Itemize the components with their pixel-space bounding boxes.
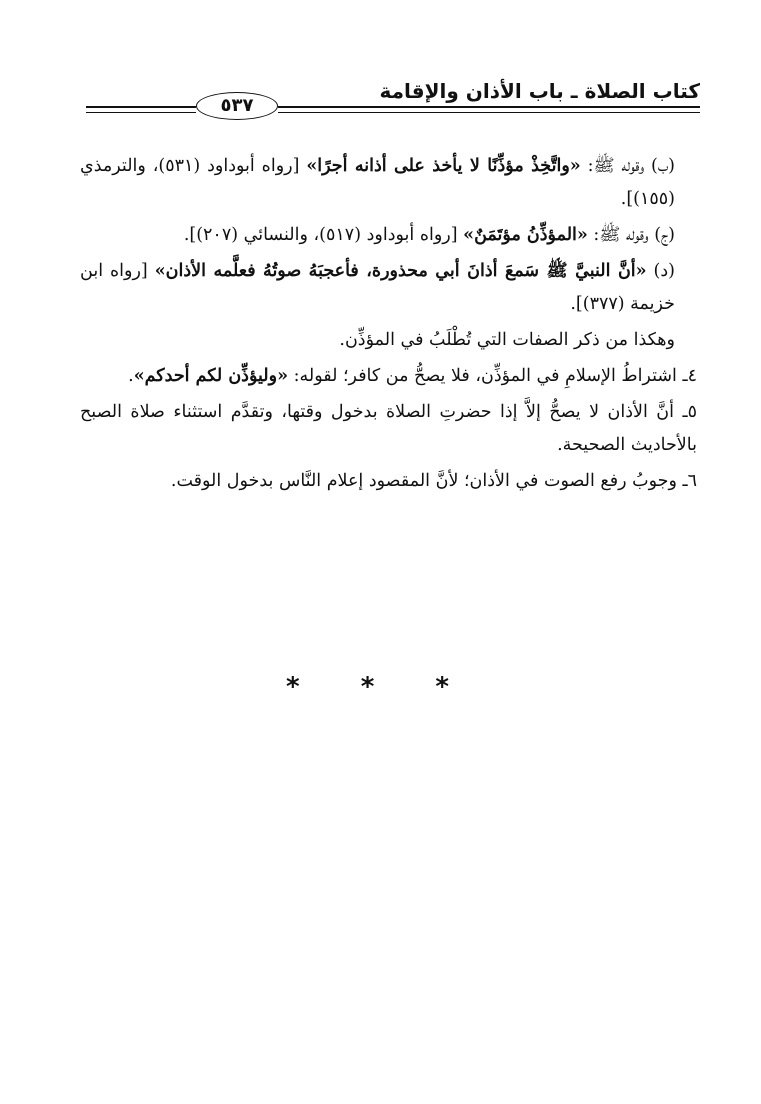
header-rule-left-top xyxy=(86,106,196,108)
paragraph-j-intro: (ج) وقوله ﷺ: xyxy=(587,225,675,245)
hadith-quote-j: «المؤذِّنُ مؤتَمَنٌ» xyxy=(463,225,588,245)
page-body xyxy=(80,150,697,501)
list-item-4-text: ٤ـ اشتراطُ الإسلامِ في المؤذِّن، فلا يصحُّ من كافر؛ لقوله: xyxy=(288,366,697,386)
page-number xyxy=(196,92,278,120)
hadith-quote-d: «أنَّ النبيَّ ﷺ سَمعَ أذانَ أبي محذورة، فأعجبَهُ صوتُهُ فعلَّمه الأذان» xyxy=(154,261,647,281)
paragraph-d-intro: (د) xyxy=(646,261,676,281)
page-header xyxy=(86,78,700,126)
header-rule-right-top xyxy=(278,106,700,108)
header-rule-right-bottom xyxy=(278,112,700,113)
paragraph-j xyxy=(80,219,697,252)
list-item-4 xyxy=(80,360,697,393)
paragraph-b xyxy=(80,150,697,216)
summary-line: وهكذا من ذكر الصفات التي تُطْلَبُ في المؤذِّن. xyxy=(339,330,675,350)
hadith-quote-b: «واتَّخِذْ مؤذِّنًا لا يأخذ على أذانه أجرًا» xyxy=(306,156,581,176)
header-rule-left-bottom xyxy=(86,112,196,113)
citation-j: [رواه أبوداود (٥١٧)، والنسائي (٢٠٧)]. xyxy=(183,225,464,245)
section-separator: * * * xyxy=(286,672,475,702)
running-title: كتاب الصلاة ـ باب الأذان والإقامة xyxy=(379,79,700,103)
citation-d: [رواه ابن خزيمة (٣٧٧)]. xyxy=(80,261,675,314)
list-item-4-end: . xyxy=(128,366,134,386)
list-item-6: ٦ـ وجوبُ رفع الصوت في الأذان؛ لأنَّ المقصود إعلام النَّاس بدخول الوقت. xyxy=(170,471,697,491)
list-item-5: ٥ـ أنَّ الأذان لا يصحُّ إلاَّ إذا حضرتِ الصلاة بدخول وقتها، وتقدَّم استثناء صلاة الصبح بالأحاديث الصحيحة. xyxy=(80,402,697,455)
hadith-quote-4: «وليؤذِّن لكم أحدكم» xyxy=(133,366,289,386)
citation-b: [رواه أبوداود (٥٣١)، والترمذي (١٥٥)]. xyxy=(80,156,675,209)
paragraph-b-intro: (ب) وقوله ﷺ: xyxy=(580,156,675,176)
paragraph-d xyxy=(80,255,697,321)
page-number-text: ٥٣٧ xyxy=(220,95,254,116)
